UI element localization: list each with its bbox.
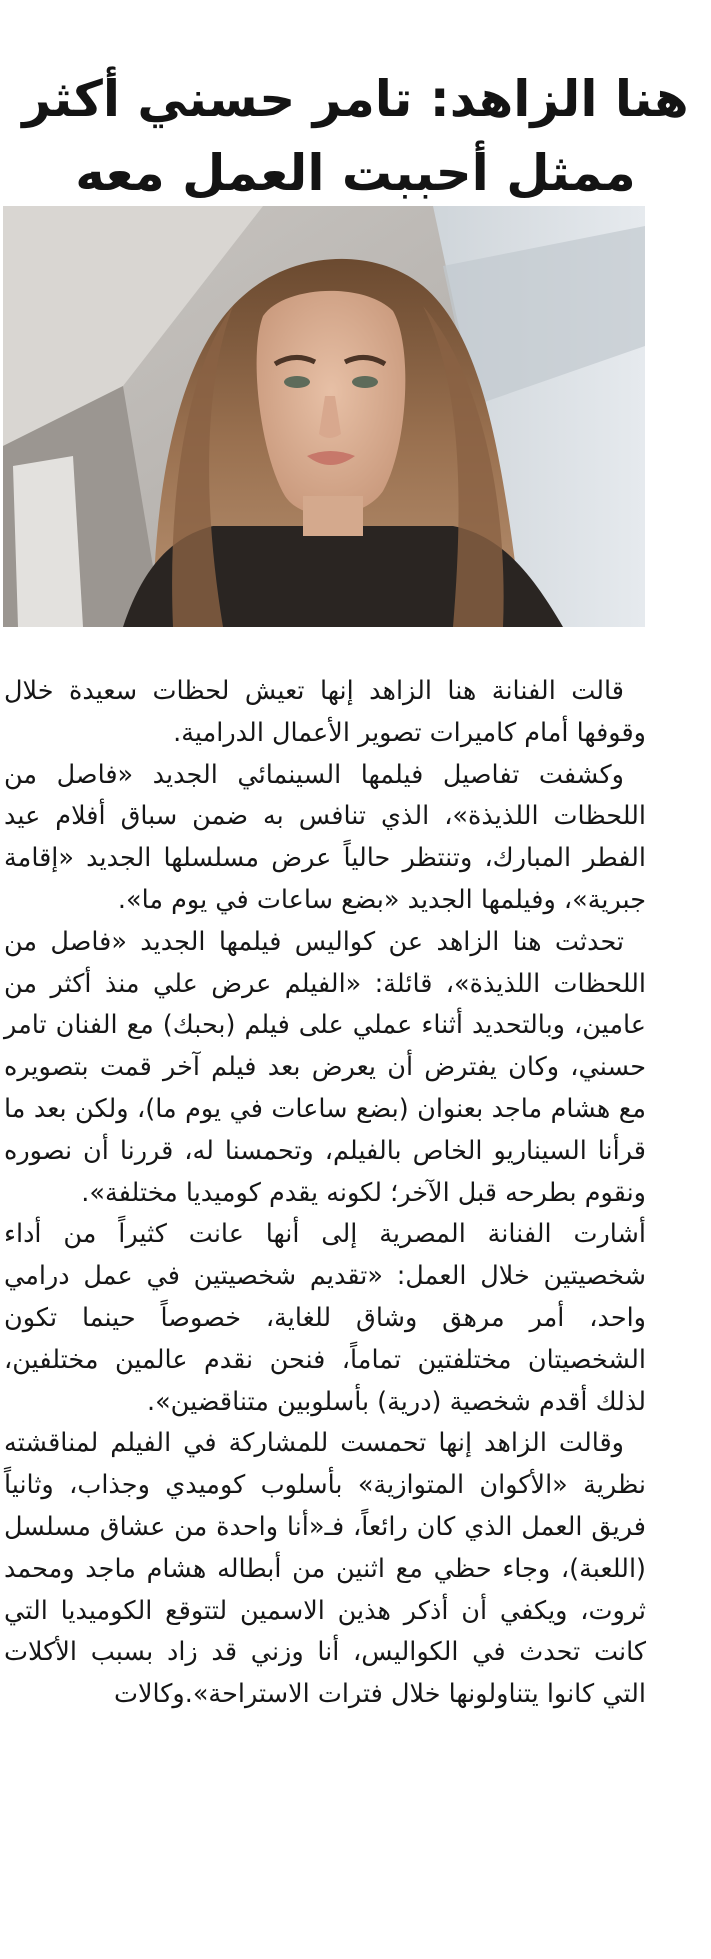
- article-paragraph: وقالت الزاهد إنها تحمست للمشاركة في الفيلم لمناقشته نظرية «الأكوان المتوازية» بأسلوب كوميدي وجذاب، وثانياً فريق العمل الذي كان رائعاً، فـ«أنا واحدة من عشاق مسلسل (اللعبة)، وجاء حظي مع اثنين من أبطاله هشام ماجد ومحمد ثروت، ويكفي أن أذكر هذين الاسمين لتتوقع الكوميديا التي كانت تحدث في الكواليس، أنا وزني قد زاد بسبب الأكلات التي كانوا يتناولونها خلال فترات الاستراحة».وكالات: [4, 1428, 646, 1710]
- article-paragraph: أشارت الفنانة المصرية إلى أنها عانت كثيراً من أداء شخصيتين خلال العمل: «تقديم شخصيتين في عمل درامي واحد، أمر مرهق وشاق للغاية، خصوصاً حينما تكون الشخصيتان مختلفتين تماماً، فنحن نقدم عالمين مختلفين، لذلك أقدم شخصية (درية) بأسلوبين متناقضين».: [4, 1219, 646, 1417]
- headline: [0, 62, 711, 210]
- article-paragraph: تحدثت هنا الزاهد عن كواليس فيلمها الجديد «فاصل من اللحظات اللذيذة»، قائلة: «الفيلم عرض علي منذ أكثر من عامين، وبالتحديد أثناء عملي على فيلم (بحبك) مع الفنان تامر حسني، وكان يفترض أن يعرض بعد فيلم آخر قمت بتصويره مع هشام ماجد بعنوان (بضع ساعات في يوم ما)، ولكن بعد ما قرأنا السيناريو الخاص بالفيلم، وتحمسنا له، قررنا أن نصوره ونقوم بطرحه قبل الآخر؛ لكونه يقدم كوميديا مختلفة».: [4, 926, 646, 1208]
- headline-line-1: هنا الزاهد: تامر حسني أكثر: [22, 69, 689, 128]
- headline-line-2: ممثل أحببت العمل معه: [75, 143, 636, 202]
- article-paragraph: وكشفت تفاصيل فيلمها السينمائي الجديد «فاصل من اللحظات اللذيذة»، الذي تنافس به ضمن سباق أفلام عيد الفطر المبارك، وتنتظر حالياً عرض مسلسلها الجديد «إقامة جبرية»، وفيلمها الجديد «بضع ساعات في يوم ما».: [4, 759, 646, 915]
- article-body: [4, 671, 646, 1716]
- article-photo: [3, 206, 645, 627]
- article-paragraph: قالت الفنانة هنا الزاهد إنها تعيش لحظات سعيدة خلال وقوفها أمام كاميرات تصوير الأعمال الدرامية.: [4, 676, 646, 748]
